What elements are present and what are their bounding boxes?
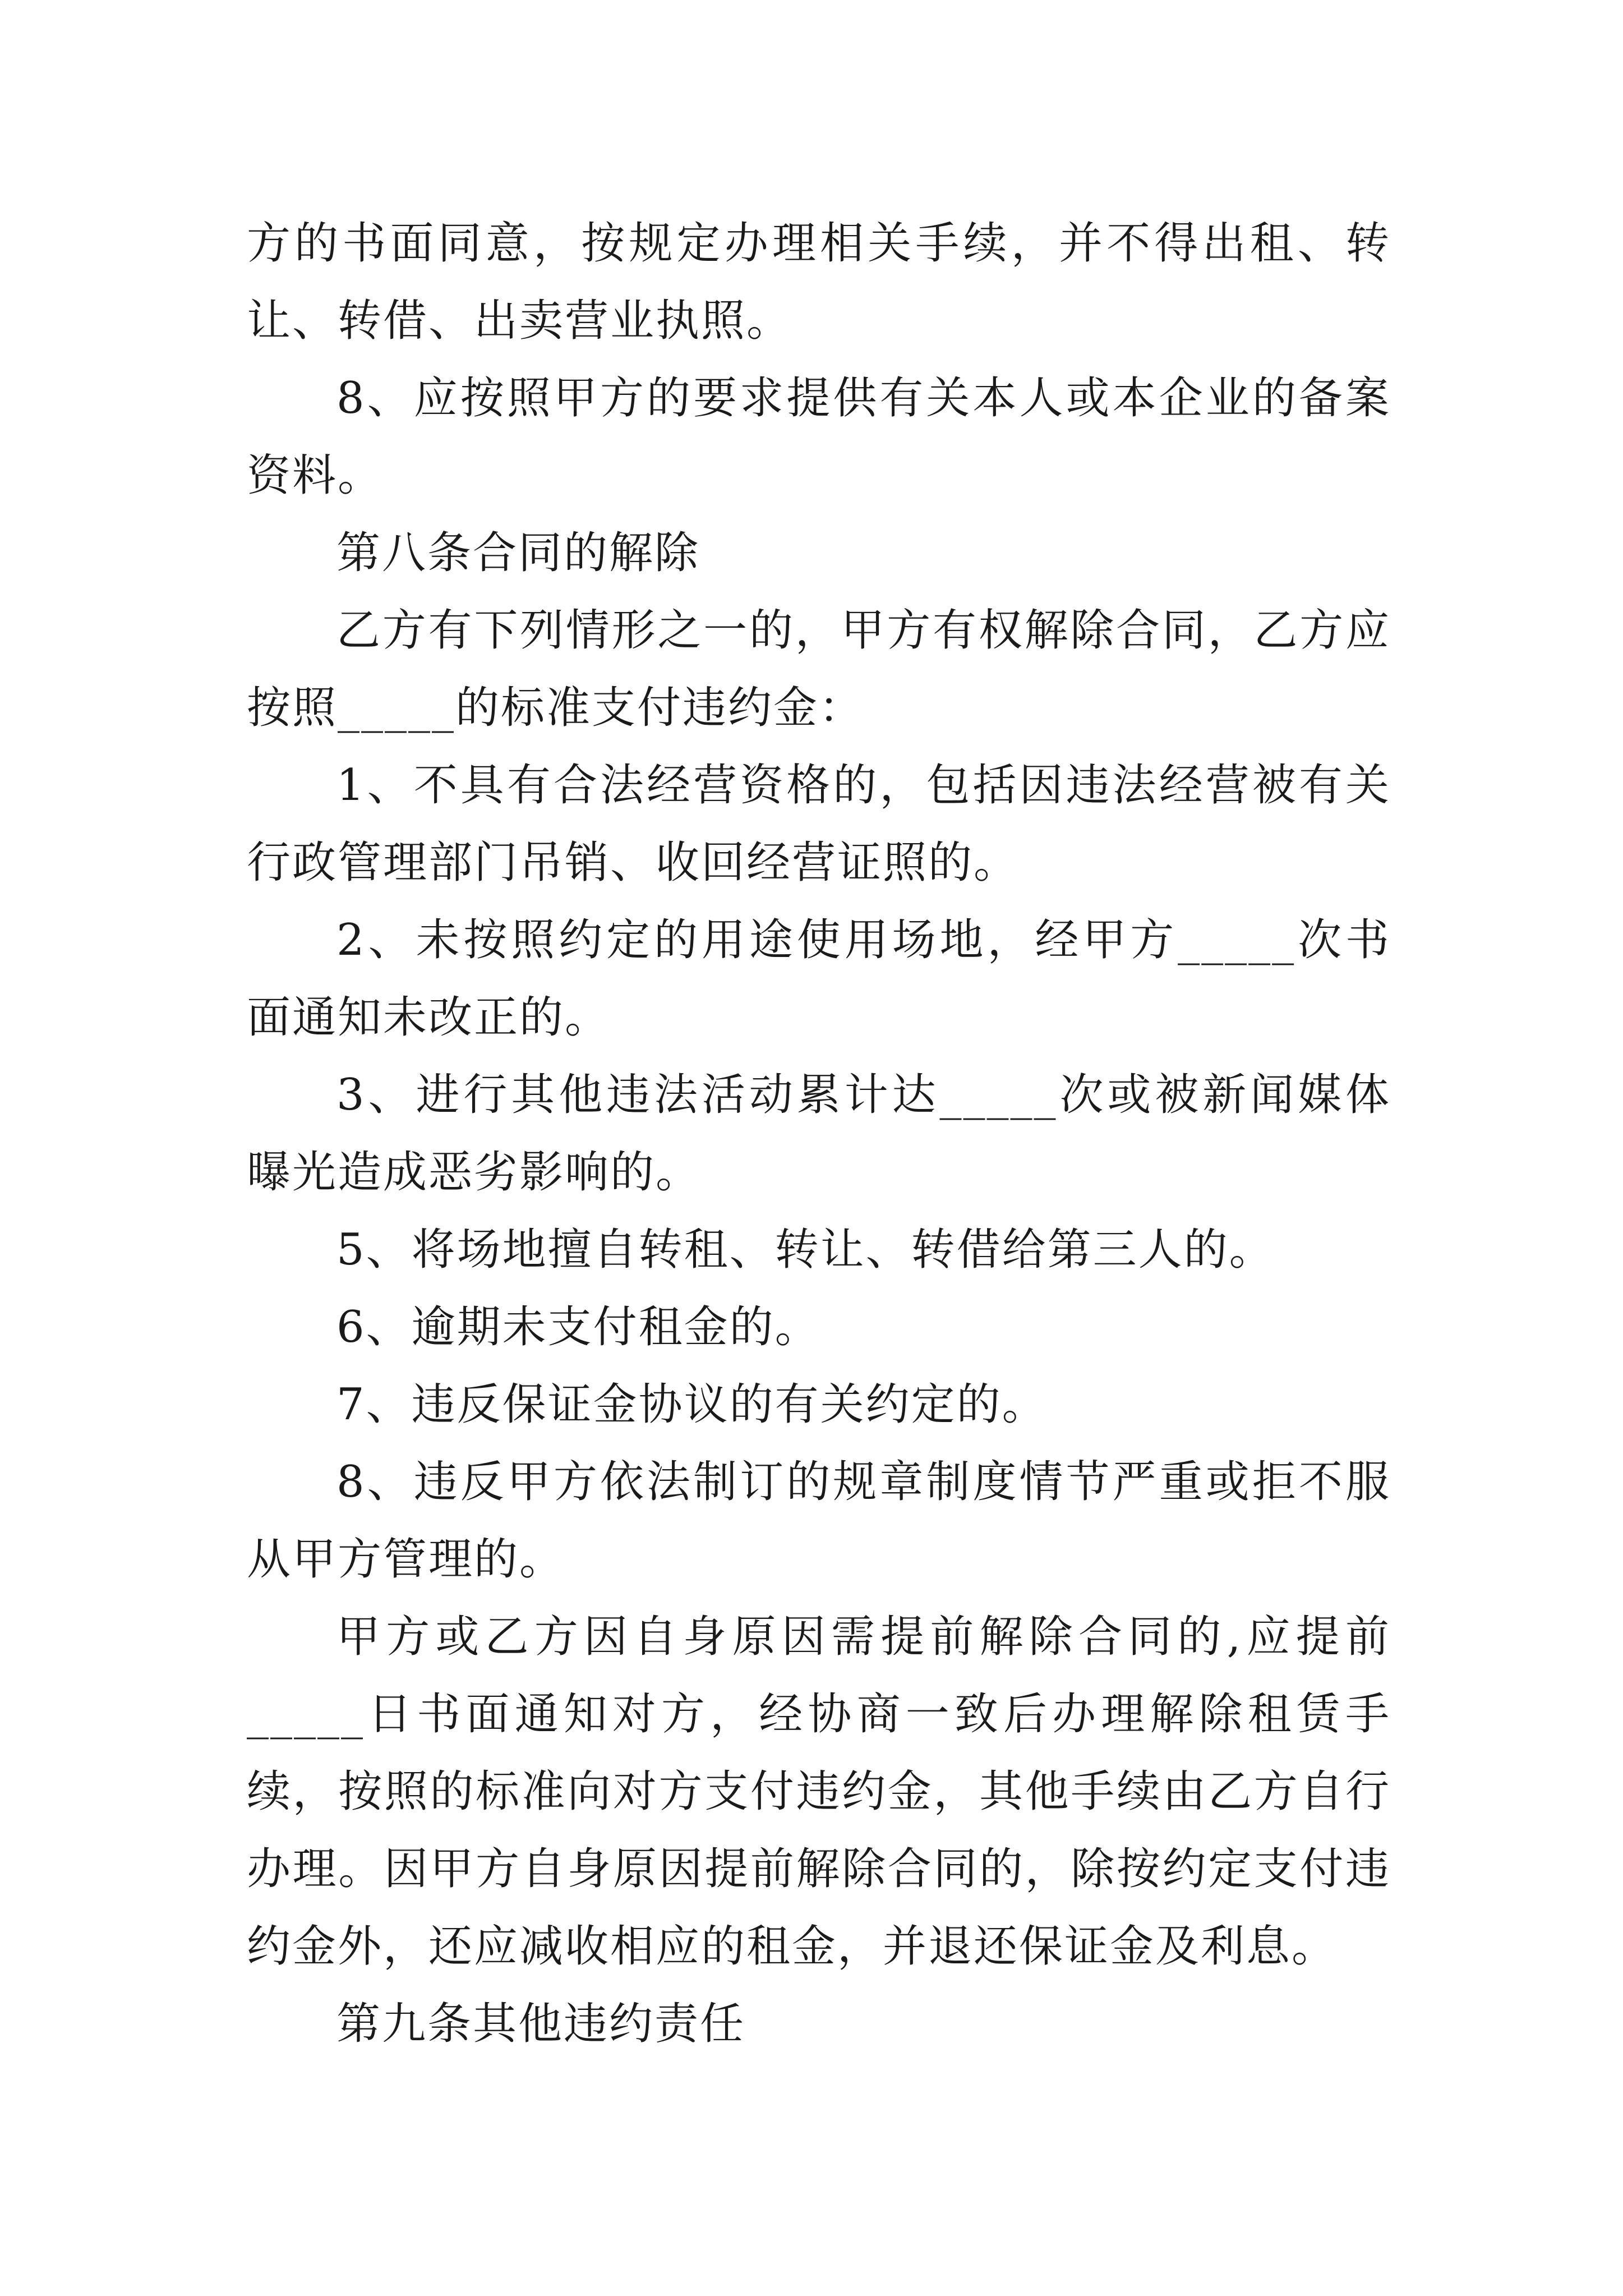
paragraph-item-3: 3、进行其他违法活动累计达_____次或被新闻媒体曝光造成恶劣影响的。: [247, 1070, 1391, 1198]
paragraph-termination-intro: 乙方有下列情形之一的，甲方有权解除合同，乙方应按照_____的标准支付违约金：: [247, 605, 1391, 733]
article-8-heading: 第八条合同的解除: [336, 528, 700, 578]
document-body: [247, 205, 1391, 2063]
paragraph-item-8-filing: 8、应按照甲方的要求提供有关本人或本企业的备案资料。: [247, 373, 1391, 501]
paragraph-item-6: 6、逾期未支付租金的。: [336, 1302, 820, 1352]
paragraph-item-7: 7、违反保证金协议的有关约定的。: [336, 1379, 1048, 1430]
paragraph-item-1: 1、不具有合法经营资格的，包括因违法经营被有关行政管理部门吊销、收回经营证照的。: [247, 760, 1391, 888]
paragraph-item-8-rules: 8、违反甲方依法制订的规章制度情节严重或拒不服从甲方管理的。: [247, 1457, 1391, 1585]
article-9-heading: 第九条其他违约责任: [336, 1999, 746, 2049]
paragraph-item-2: 2、未按照约定的用途使用场地，经甲方_____次书面通知未改正的。: [247, 915, 1391, 1043]
paragraph-early-termination: 甲方或乙方因自身原因需提前解除合同的,应提前_____日书面通知对方，经协商一致后办理解除租赁手续，按照的标准向对方支付违约金，其他手续由乙方自行办理。因甲方自身原因提前解除合同的，除按约定支付违约金外，还应减收相应的租金，并退还保证金及利息。: [247, 1612, 1391, 1972]
paragraph-item-5: 5、将场地擅自转租、转让、转借给第三人的。: [336, 1225, 1275, 1275]
paragraph-continuation: 方的书面同意，按规定办理相关手续，并不得出租、转让、转借、出卖营业执照。: [247, 218, 1391, 346]
